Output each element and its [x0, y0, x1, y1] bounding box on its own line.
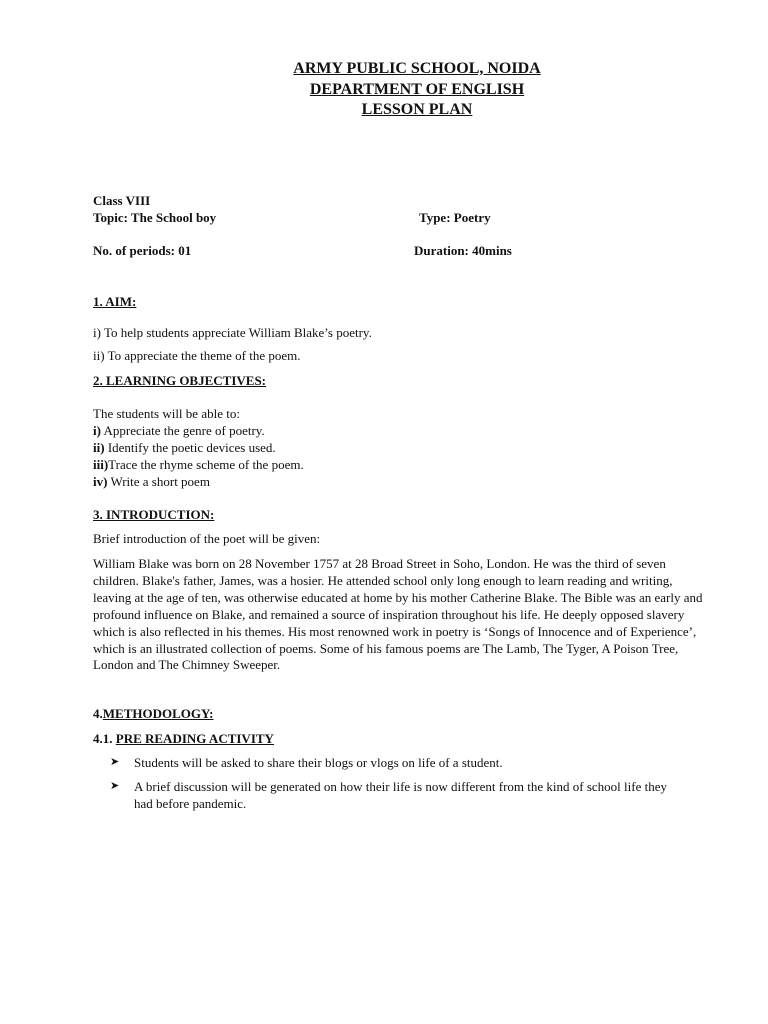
objective-item	[93, 457, 304, 474]
objective-number: i)	[93, 423, 101, 438]
periods-label: No. of periods: 01	[93, 243, 192, 258]
type-label: Type: Poetry	[419, 210, 491, 225]
objective-text: Write a short poem	[110, 474, 210, 489]
bullet-text: Students will be asked to share their blogs or vlogs on life of a student.	[134, 755, 503, 770]
school-name: ARMY PUBLIC SCHOOL, NOIDA	[293, 60, 541, 77]
methodology-title: METHODOLOGY:	[102, 706, 214, 721]
introduction-heading: 3. INTRODUCTION:	[93, 507, 215, 522]
pre-reading-heading	[93, 731, 274, 747]
aim-heading: 1. AIM:	[93, 294, 137, 309]
bullet-item	[110, 778, 680, 812]
objectives-intro: The students will be able to:	[93, 406, 240, 421]
bullet-text: A brief discussion will be generated on how their life is now different from the kind of school life they had before pandemic.	[134, 779, 667, 811]
topic-label: Topic: The School boy	[93, 210, 217, 225]
objective-item	[93, 440, 276, 457]
methodology-number: 4.	[93, 706, 103, 721]
methodology-heading	[93, 706, 214, 722]
pre-reading-title: PRE READING ACTIVITY	[115, 731, 274, 746]
objective-text: Identify the poetic devices used.	[107, 440, 276, 455]
objective-number: ii)	[93, 440, 105, 455]
objective-text: Trace the rhyme scheme of the poem.	[108, 457, 304, 472]
aim-item: i) To help students appreciate William Blake’s poetry.	[93, 325, 372, 340]
objective-number: iv)	[93, 474, 108, 489]
objective-text: Appreciate the genre of poetry.	[103, 423, 265, 438]
objective-number: iii)	[93, 457, 109, 472]
objective-item	[93, 474, 210, 491]
arrow-bullet-icon: ➤	[110, 780, 120, 792]
arrow-bullet-icon: ➤	[110, 756, 120, 768]
pre-reading-number: 4.1.	[93, 731, 113, 746]
document-title: LESSON PLAN	[361, 101, 473, 118]
department-name: DEPARTMENT OF ENGLISH	[309, 81, 525, 98]
bullet-item	[110, 754, 680, 771]
class-label: Class VIII	[93, 193, 151, 208]
objectives-heading: 2. LEARNING OBJECTIVES:	[93, 373, 267, 388]
duration-label: Duration: 40mins	[414, 243, 512, 258]
objective-item	[93, 423, 265, 440]
aim-item: ii) To appreciate the theme of the poem.	[93, 348, 301, 363]
introduction-paragraph: William Blake was born on 28 November 1757 at 28 Broad Street in Soho, London. He was the third of seven children. Blake's father, James, was a hosier. He attended school only long enough to learn reading and writing, leaving at the age of ten, was otherwise educated at home by his mother Catherine Blake. The Bible was an early and profound influence on Blake, and remained a source of inspiration throughout his life. He deeply opposed slavery which is also reflected in his themes. His most renowned work in poetry is ‘Songs of Innocence and of Experience’, which is an illustrated collection of poems. Some of his famous poems are The Lamb, The Tyger, A Poison Tree, London and The Chimney Sweeper.	[93, 556, 703, 673]
introduction-lead: Brief introduction of the poet will be given:	[93, 531, 321, 546]
